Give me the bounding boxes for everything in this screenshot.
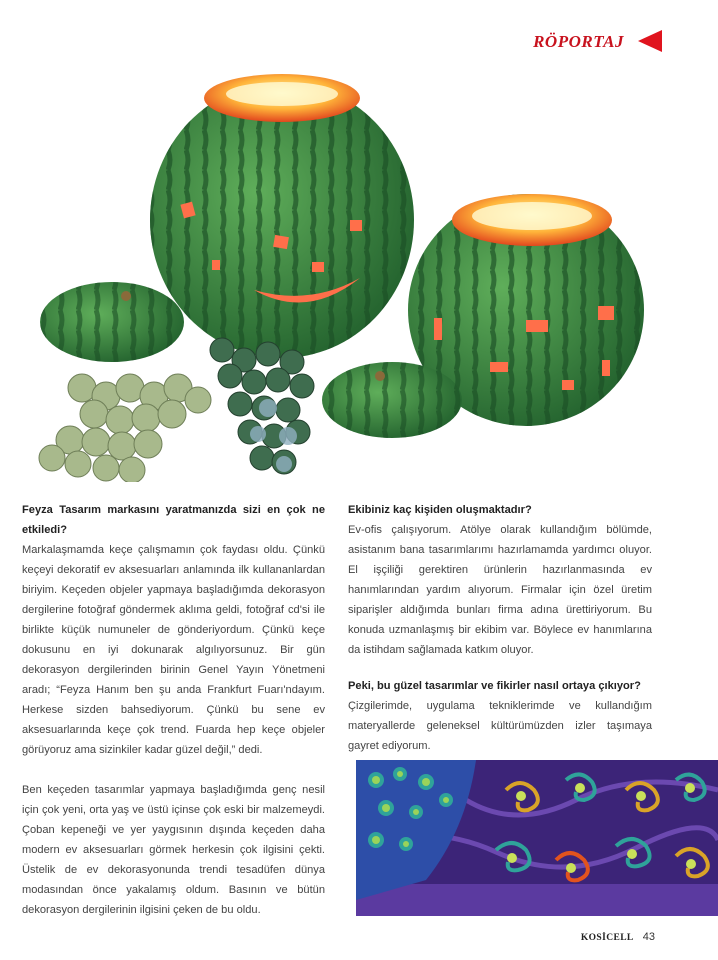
page-footer xyxy=(581,931,655,943)
paragraph-2: Ben keçeden tasarımlar yapmaya başladığımda genç nesil için çok yeni, orta yaş ve üstü içinse çok eski bir malzemeydi. Çoban kepeneği ve yer yaygısının dışında keçeden daha modern ev aksesuarları görmek herkesin çok ilgisini çekti. Üstelik de ev dekorasyonunda trendi tesadüfen dünya modasından önce yakalamış oldum. Basının ve bütün dekorasyon dergilerinin ilgisini çeken de bu oldu. xyxy=(22,784,325,916)
brand-logo: KOSİCELL xyxy=(580,933,634,943)
section-arrow-icon xyxy=(638,30,662,52)
answer-2: Ev-ofis çalışıyorum. Atölye olarak kullandığım bölümde, asistanım bana tasarımlarımı hazırlamamda yardımcı oluyor. El işçiliği gerektiren ürünlerin hazırlanmasında ev hanımlarından yardım alıyorum. Firmalar için özel üretim siparişler aldığımda bunları firma adına ürettiriyorum. Bu konuda uzmanlaşmış bir ekibim var. Böylece ev hanımlarına da istihdam sağlamada katkım oluyor. xyxy=(348,524,652,656)
left-column xyxy=(22,500,325,920)
felt-peacock-pattern-photo xyxy=(356,760,718,916)
section-label: RÖPORTAJ xyxy=(533,32,624,51)
big-watermelon xyxy=(150,74,414,358)
question-3: Peki, bu güzel tasarımlar ve fikirler nasıl ortaya çıkıyor? xyxy=(348,680,641,692)
left-lid xyxy=(40,282,184,362)
answer-3: Çizgilerimde, uygulama tekniklerimde ve kullandığım materyallerde geleneksel kültürümüzden izler taşımaya gayret ediyorum. xyxy=(348,700,652,752)
right-lid xyxy=(322,362,462,438)
answer-1: Markalaşmamda keçe çalışmamın çok faydası oldu. Çünkü keçeyi dekoratif ev aksesuarları anlamında ilk kullananlardan biriyim. Keçeden objeler yapmaya başladığımda dekorasyon dergilerine fotoğraf göndermek aklıma geldi, fotoğraf cd'si ile birlikte küçük numuneler de gönderiyordum. Çünkü keçe dokusunu en iyi dokunarak algılıyorsunuz. Bir gün dekorasyon dergilerinden birinin Genel Yayın Yönetmeni aradı; “Feyza Hanım ben şu anda Frankfurt Fuarı'ndayım. Herkese sizden bahsediyorum. Çünkü bu sene ev aksesuarlarında keçe çok trend. Fuarda hep keçe objeler görüyoruz ama sizinkiler kadar güzel değil,” dedi. xyxy=(22,544,325,756)
grape-cluster-light xyxy=(39,374,211,482)
right-column xyxy=(348,500,652,756)
question-2: Ekibiniz kaç kişiden oluşmaktadır? xyxy=(348,504,532,516)
watermelon-lanterns-photo xyxy=(22,70,652,482)
question-1: Feyza Tasarım markasını yaratmanızda sizi en çok ne etkiledi? xyxy=(22,504,325,536)
page-number: 43 xyxy=(642,931,655,943)
